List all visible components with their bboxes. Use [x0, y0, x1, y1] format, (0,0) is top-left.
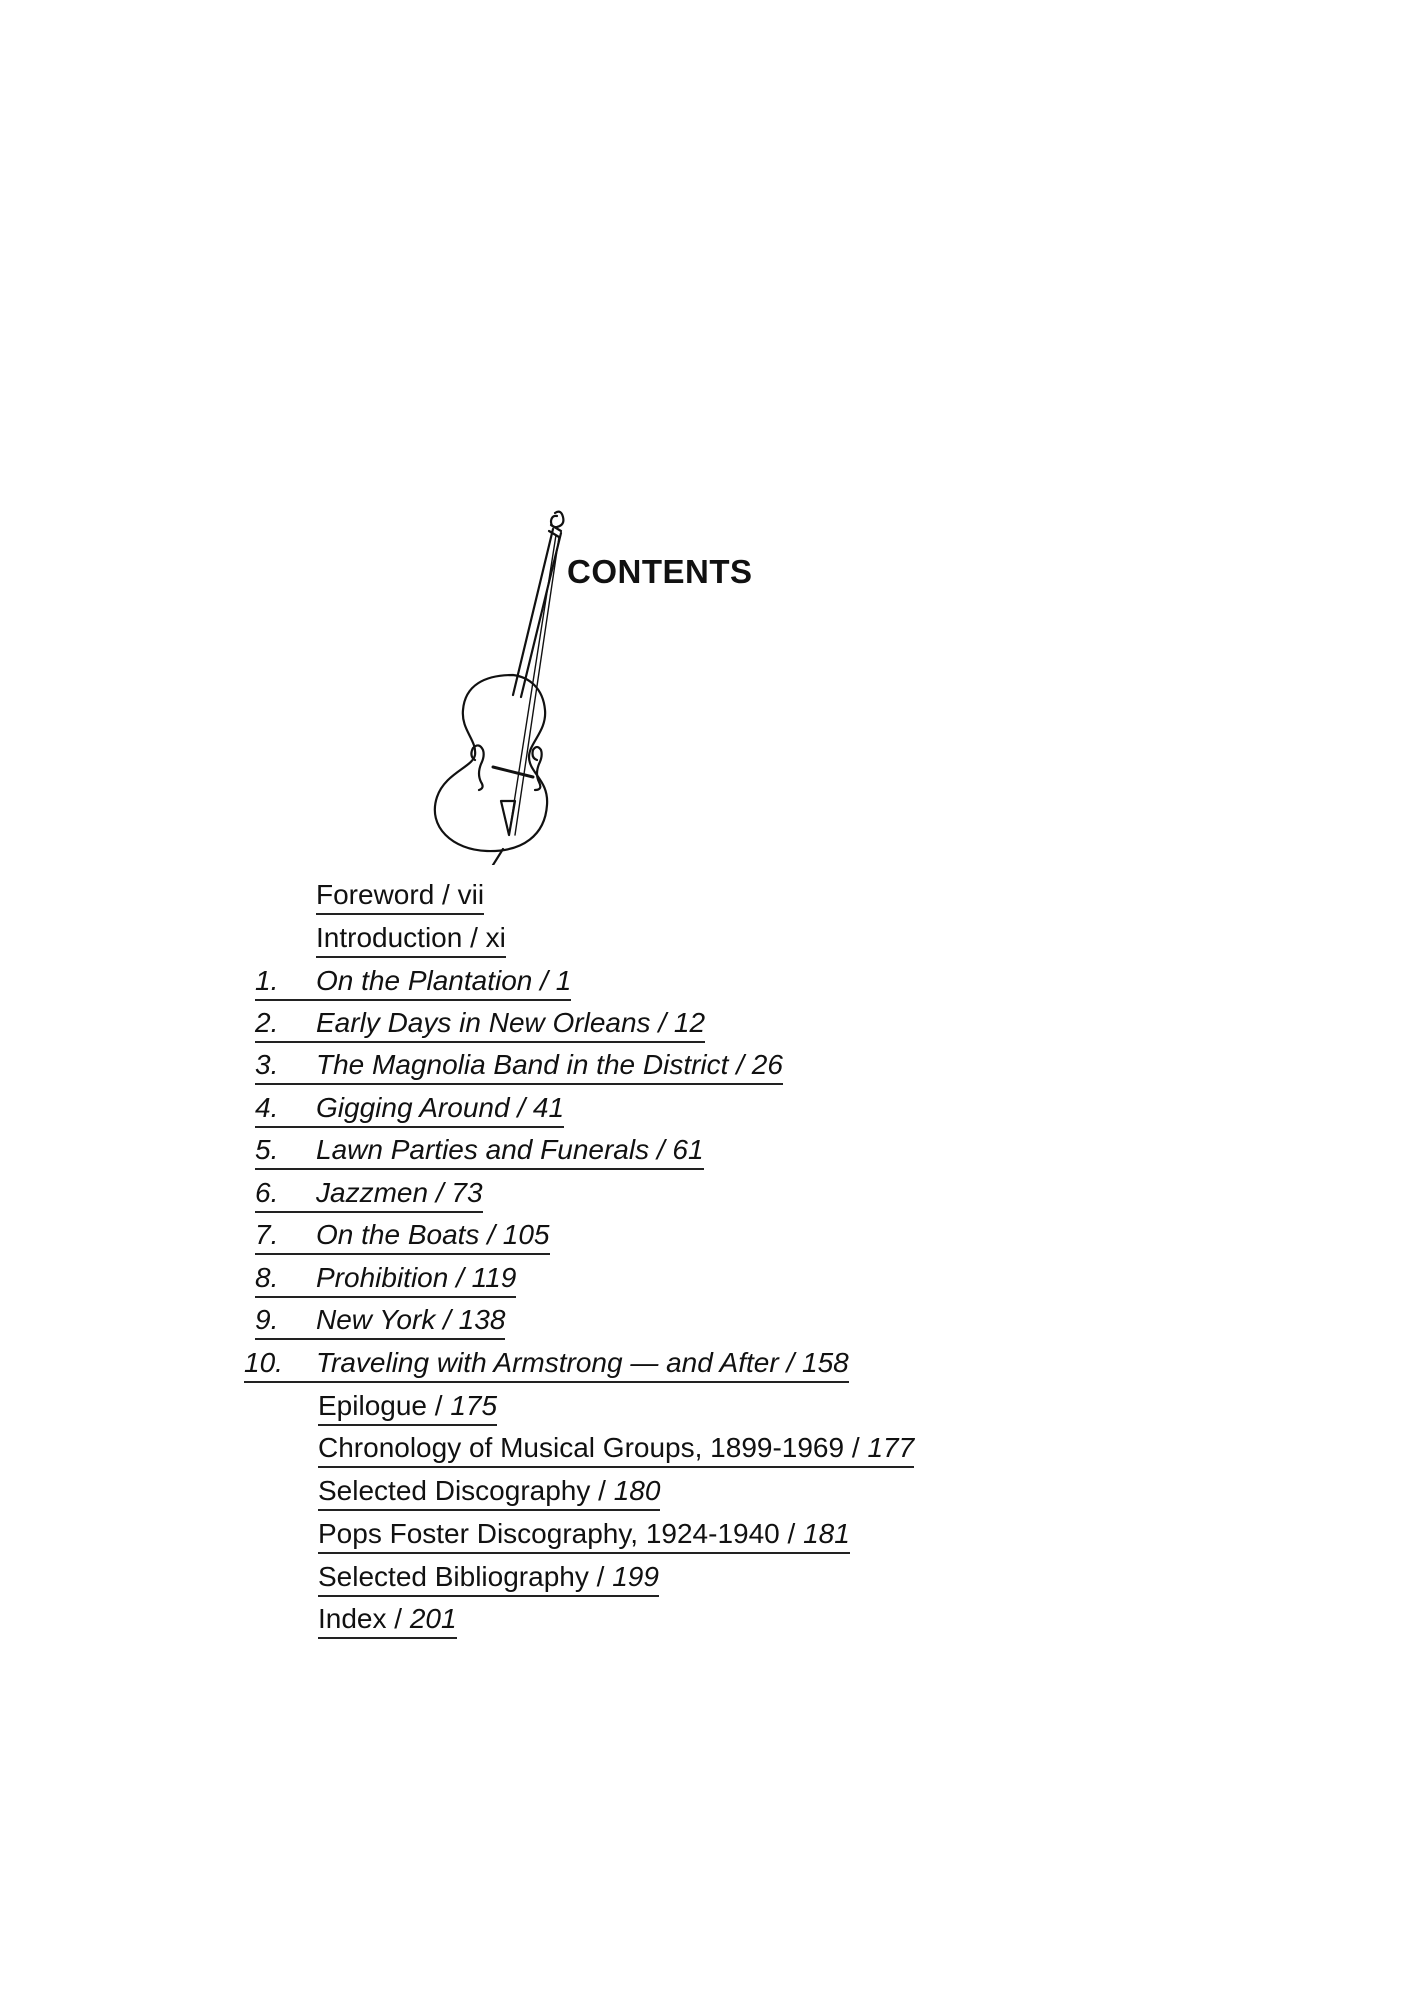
toc-entry-index[interactable]: Index / 201 [318, 1602, 457, 1639]
toc-entry-foreword[interactable]: Foreword / vii [316, 878, 484, 915]
toc-entry-chapter-1[interactable]: 1. On the Plantation / 1 [255, 964, 571, 1001]
toc-entry-chapter-8[interactable]: 8. Prohibition / 119 [255, 1261, 516, 1298]
toc-entry-chapter-3[interactable]: 3. The Magnolia Band in the District / 26 [255, 1048, 783, 1085]
toc-entry-chapter-2[interactable]: 2. Early Days in New Orleans / 12 [255, 1006, 705, 1043]
toc-entry-chronology[interactable]: Chronology of Musical Groups, 1899-1969 / 177 [318, 1431, 914, 1468]
contents-heading: CONTENTS [567, 553, 753, 590]
toc-entry-chapter-5[interactable]: 5. Lawn Parties and Funerals / 61 [255, 1133, 704, 1170]
toc-entry-selected-discography[interactable]: Selected Discography / 180 [318, 1474, 660, 1511]
toc-entry-chapter-4[interactable]: 4. Gigging Around / 41 [255, 1091, 564, 1128]
toc-entry-pops-foster-discography[interactable]: Pops Foster Discography, 1924-1940 / 181 [318, 1517, 850, 1554]
toc-entry-chapter-10[interactable]: 10. Traveling with Armstrong — and After / 158 [244, 1346, 849, 1383]
toc-entry-chapter-6[interactable]: 6. Jazzmen / 73 [255, 1176, 483, 1213]
toc-entry-selected-bibliography[interactable]: Selected Bibliography / 199 [318, 1560, 659, 1597]
toc-entry-epilogue[interactable]: Epilogue / 175 [318, 1389, 497, 1426]
toc-entry-introduction[interactable]: Introduction / xi [316, 921, 506, 958]
toc-entry-chapter-7[interactable]: 7. On the Boats / 105 [255, 1218, 550, 1255]
toc-entry-chapter-9[interactable]: 9. New York / 138 [255, 1303, 505, 1340]
